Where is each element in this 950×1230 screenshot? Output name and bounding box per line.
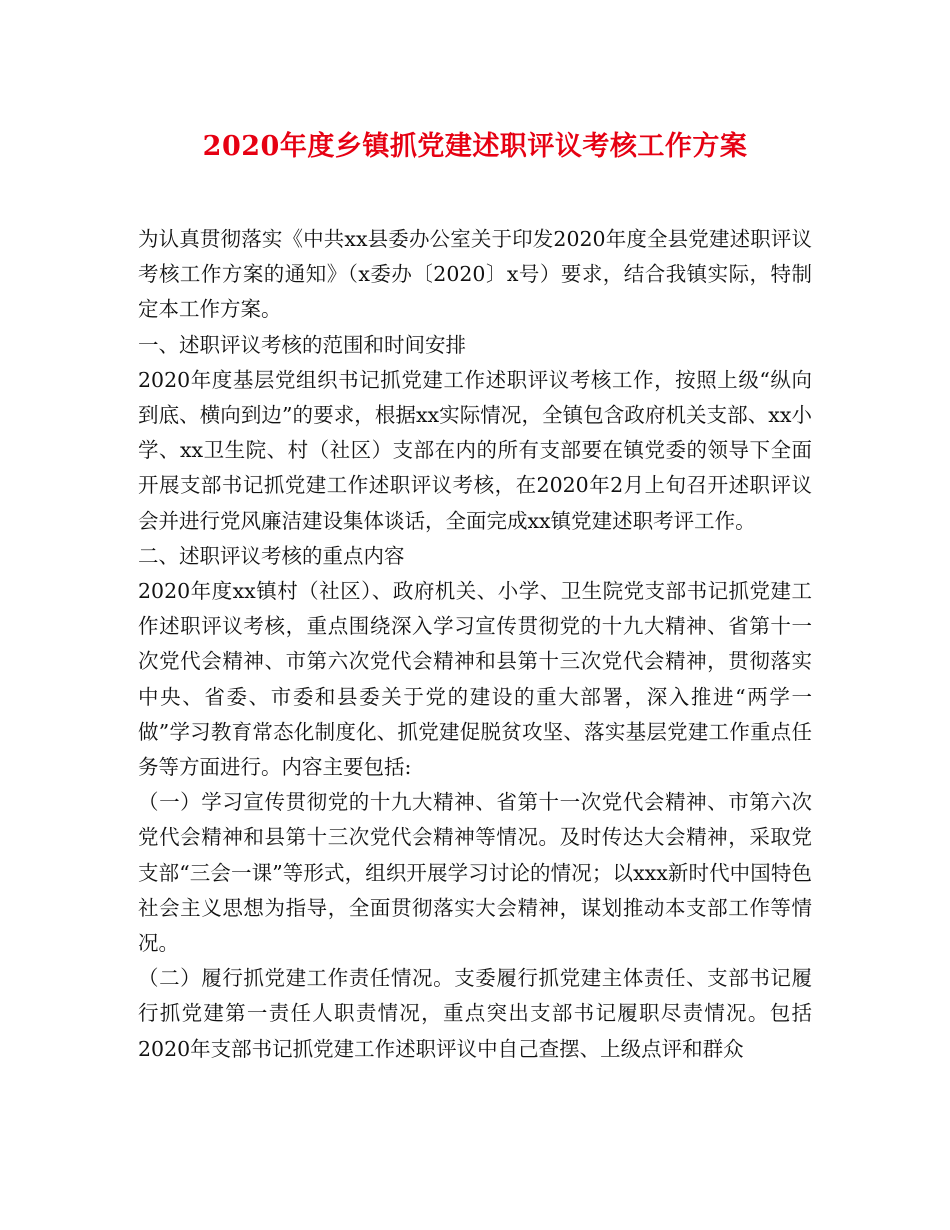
document-title: 2020年度乡镇抓党建述职评议考核工作方案 (202, 131, 748, 162)
paragraph-item-1: （一）学习宣传贯彻党的十九大精神、省第十一次党代会精神、市第六次党代会精神和县第十三次党代会精神等情况。及时传达大会精神，采取党支部“三会一课”等形式，组织开展学习讨论的情况；以xxx新时代中国特色社会主义思想为指导，全面贯彻落实大会精神，谋划推动本支部工作等情况。 (138, 790, 812, 956)
paragraph-scope: 2020年度基层党组织书记抓党建工作述职评议考核工作，按照上级“纵向到底、横向到边”的要求，根据xx实际情况，全镇包含政府机关支部、xx小学、xx卫生院、村（社区）支部在内的所有支部要在镇党委的领导下全面开展支部书记抓党建工作述职评议考核，在2020年2月上旬召开述职评议会并进行党风廉洁建设集体谈话，全面完成xx镇党建述职考评工作。 (138, 367, 812, 533)
paragraph-item-2: （二）履行抓党建工作责任情况。支委履行抓党建主体责任、支部书记履行抓党建第一责任人职责情况，重点突出支部书记履职尽责情况。包括2020年支部书记抓党建工作述职评议中自己查摆、上级点评和群众 (138, 966, 812, 1061)
section-heading-2: 二、述职评议考核的重点内容 (138, 543, 405, 568)
document-body (138, 222, 812, 1067)
paragraph-content: 2020年度xx镇村（社区）、政府机关、小学、卫生院党支部书记抓党建工作述职评议考核，重点围绕深入学习宣传贯彻党的十九大精神、省第十一次党代会精神、市第六次党代会精神和县第十三次党代会精神，贯彻落实中央、省委、市委和县委关于党的建设的重大部署，深入推进“两学一做”学习教育常态化制度化、抓党建促脱贫攻坚、落实基层党建工作重点任务等方面进行。内容主要包括: (138, 579, 812, 780)
section-heading-1: 一、述职评议考核的范围和时间安排 (138, 332, 466, 357)
paragraph-intro: 为认真贯彻落实《中共xx县委办公室关于印发2020年度全县党建述职评议考核工作方案的通知》（x委办〔2020〕x号）要求，结合我镇实际，特制定本工作方案。 (138, 227, 812, 322)
